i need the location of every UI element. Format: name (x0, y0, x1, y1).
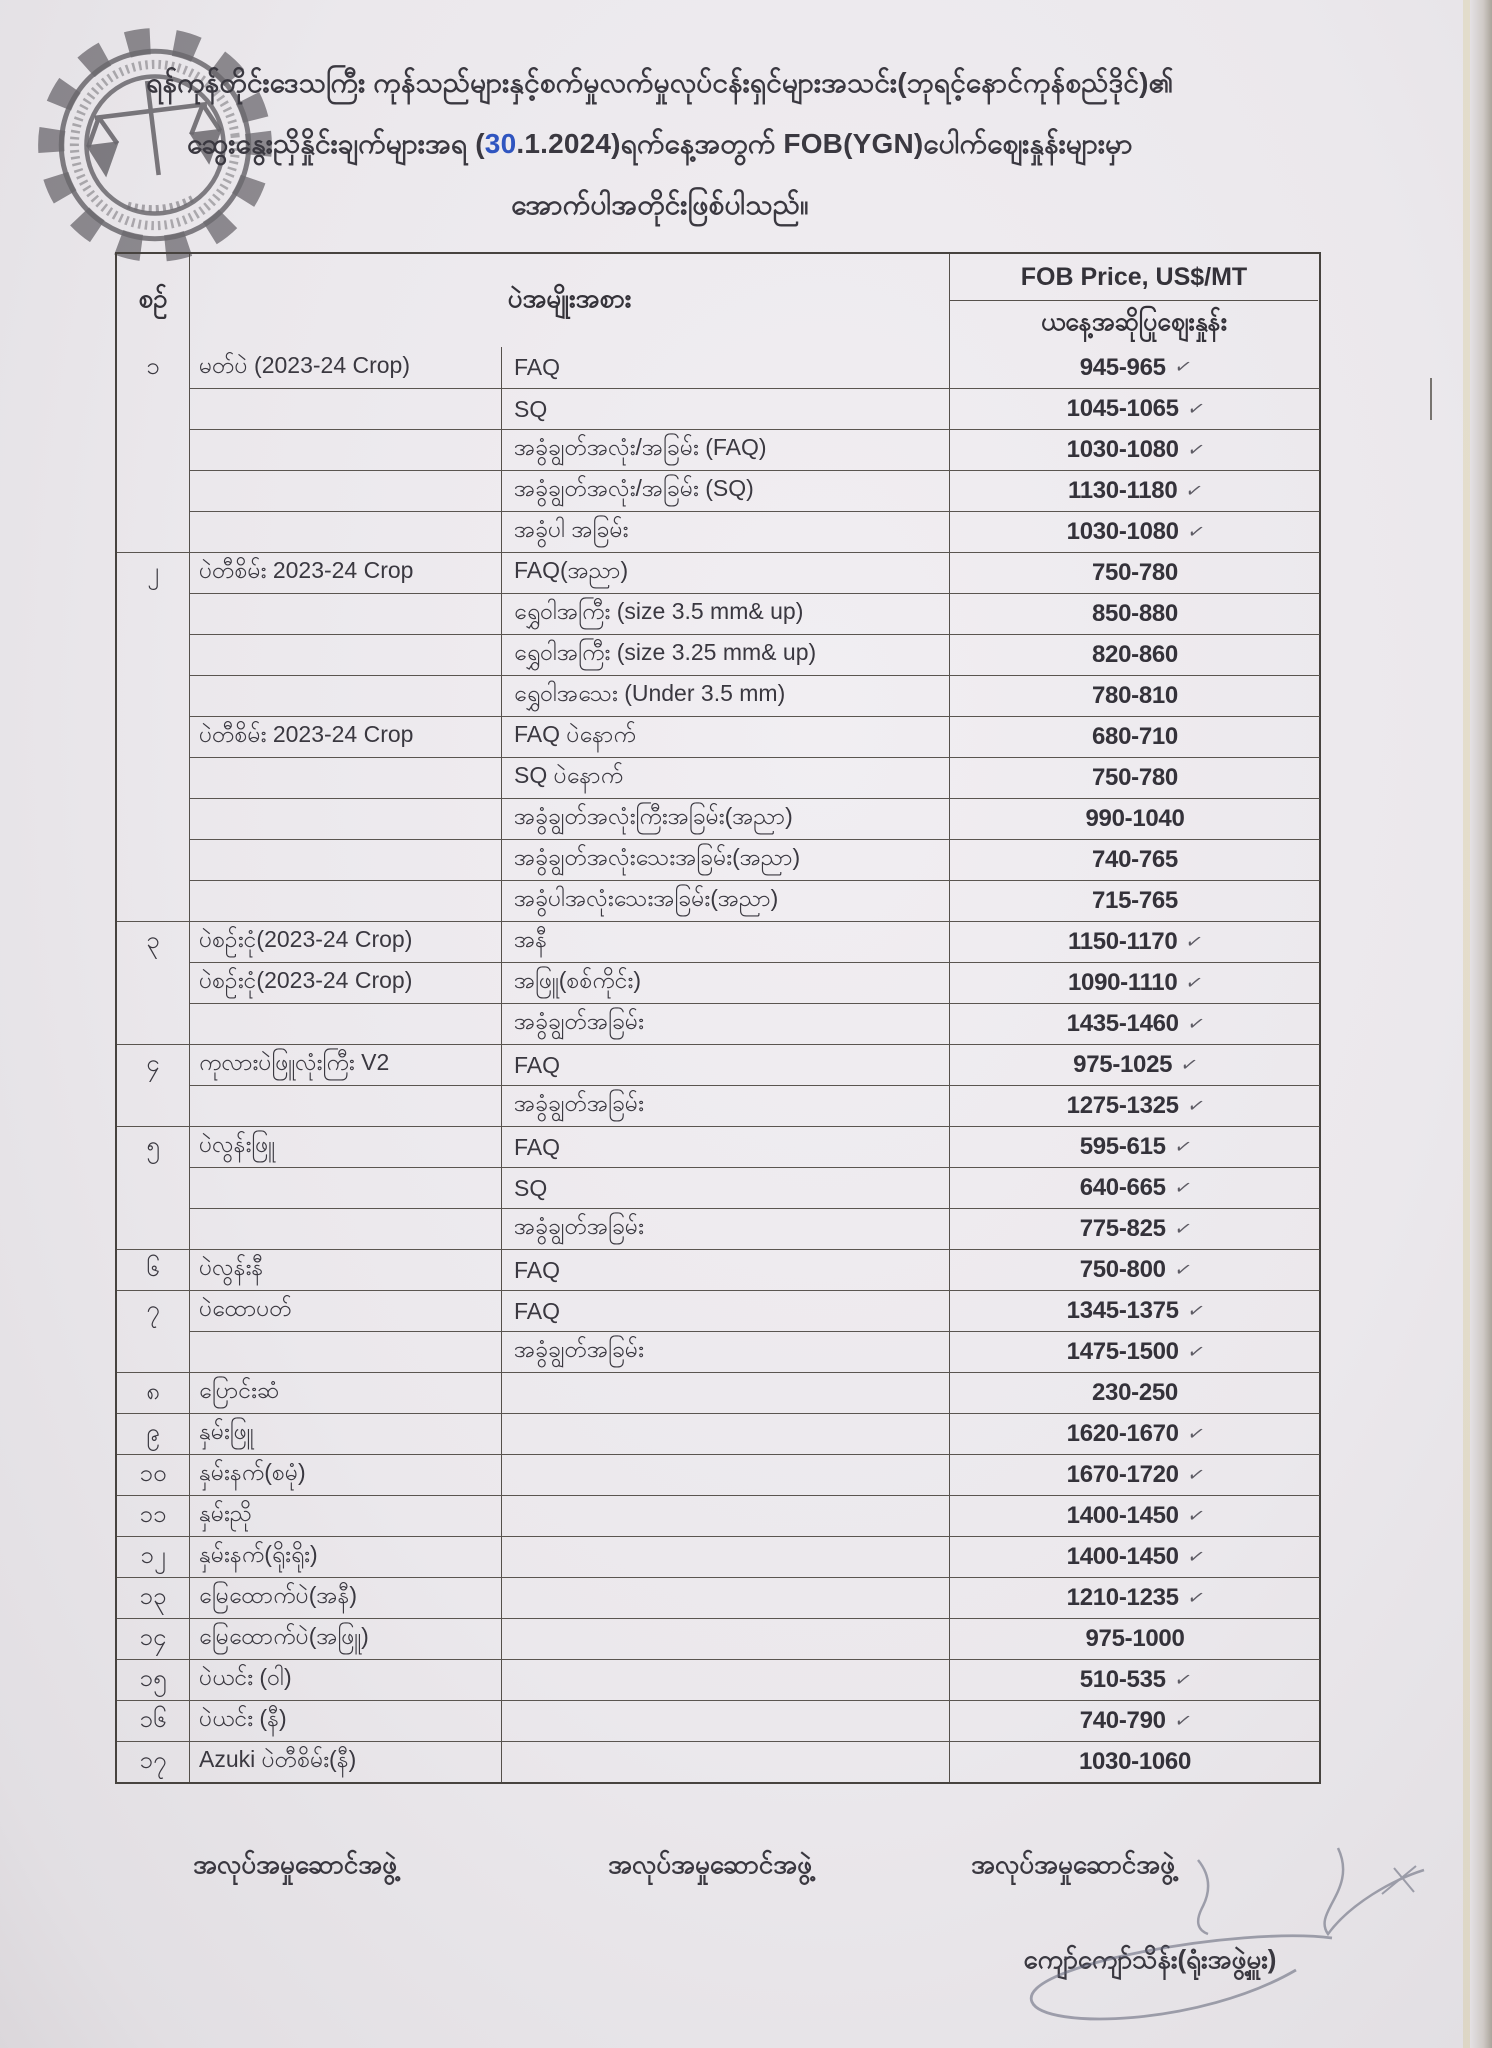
price-cell (950, 634, 1320, 675)
row-number-cell (117, 634, 190, 675)
grade-cell: SQ ပဲနောက် (502, 757, 950, 798)
price-cell (950, 962, 1320, 1003)
table-row (117, 1741, 1319, 1782)
grade-cell: အဖြူ(စစ်ကိုင်း) (502, 962, 950, 1003)
grade-cell: အခွံချွတ်အလုံး/အခြမ်း (FAQ) (502, 429, 950, 470)
price-range-value: 1090-1110 (1067, 969, 1178, 996)
check-mark-icon: ✓ (1171, 1668, 1194, 1692)
table-row (117, 1659, 1319, 1700)
check-mark-icon: ✓ (1171, 1176, 1194, 1200)
table-row (117, 839, 1319, 880)
price-cell (950, 1331, 1320, 1372)
table-row (117, 1249, 1319, 1290)
row-number-cell (117, 716, 190, 757)
row-number-cell (117, 839, 190, 880)
bean-name-cell (190, 429, 502, 470)
grade-cell: အခွံပါအလုံးသေးအခြမ်း(အညာ) (502, 880, 950, 921)
grade-cell: အခွံချွတ်အလုံးသေးအခြမ်း(အညာ) (502, 839, 950, 880)
col-header-today-price: ယနေ့အဆိုပြုဈေးနှုန်း (1040, 307, 1228, 336)
col-header-no: စဉ် (117, 254, 190, 347)
table-row (117, 1290, 1319, 1331)
row-number-cell: ၁၅ (117, 1659, 190, 1700)
price-cell (950, 593, 1320, 634)
grade-cell: အခွံချွတ်အခြမ်း (502, 1208, 950, 1249)
handwritten-date-day: 30 (484, 128, 517, 159)
price-cell (950, 1003, 1320, 1044)
row-number-cell (117, 1085, 190, 1126)
grade-cell: FAQ (502, 1126, 950, 1167)
price-cell (950, 798, 1320, 839)
price-range-value: 715-765 (1092, 887, 1178, 914)
grade-cell: FAQ (502, 1249, 950, 1290)
price-range-value: 1475-1500 (1066, 1338, 1179, 1365)
bean-name-cell: ပဲတီစိမ်း 2023-24 Crop (190, 716, 502, 757)
grade-cell (502, 1536, 950, 1577)
table-row (117, 880, 1319, 921)
scan-artifact-line (1430, 378, 1432, 420)
price-range-value: 510-535 (1079, 1666, 1166, 1693)
doc-title-line-1: ရန်ကုန်တိုင်းဒေသကြီး ကုန်သည်များနှင့်စက်မှုလက်မှုလုပ်ငန်းရှင်များအသင်း(ဘုရင့်နောင်ကုန်စည်ဒိုင်)၏ (146, 67, 1174, 98)
grade-cell: အခွံချွတ်အခြမ်း (502, 1003, 950, 1044)
price-range-value: 1345-1375 (1066, 1297, 1179, 1324)
bean-name-cell (190, 757, 502, 798)
price-cell (950, 1618, 1320, 1659)
bean-name-cell (190, 1331, 502, 1372)
row-number-cell: ၉ (117, 1413, 190, 1454)
bean-name-cell: ပဲယင်း (ဝါ) (190, 1659, 502, 1700)
price-range-value: 1030-1080 (1066, 518, 1179, 545)
row-number-cell (117, 962, 190, 1003)
row-number-cell: ၄ (117, 1044, 190, 1085)
signer-name-label: ကျော်ကျော်သိန်း(ရုံးအဖွဲ့မှူး) (1023, 1944, 1277, 1974)
row-number-cell (117, 1003, 190, 1044)
price-range-value: 1275-1325 (1066, 1092, 1179, 1119)
price-range-value: 975-1000 (1085, 1625, 1185, 1652)
price-range-value: 740-790 (1079, 1707, 1166, 1734)
grade-cell: SQ (502, 1167, 950, 1208)
check-mark-icon: ✓ (1184, 520, 1207, 544)
bean-name-cell: Azuki ပဲတီစိမ်း(နီ) (190, 1741, 502, 1782)
check-mark-icon: ✓ (1171, 1709, 1194, 1733)
price-range-value: 1620-1670 (1066, 1420, 1179, 1447)
bean-name-cell (190, 388, 502, 429)
grade-cell: အခွံချွတ်အခြမ်း (502, 1085, 950, 1126)
grade-cell (502, 1372, 950, 1413)
price-cell (950, 1290, 1320, 1331)
bean-name-cell: ပဲလွန်းဖြူ (190, 1126, 502, 1167)
grade-cell (502, 1577, 950, 1618)
price-cell (950, 716, 1320, 757)
row-number-cell (117, 757, 190, 798)
grade-cell (502, 1618, 950, 1659)
table-row (117, 757, 1319, 798)
bean-name-cell: ပဲစဉ်းငုံ(2023-24 Crop) (190, 962, 502, 1003)
table-row (117, 962, 1319, 1003)
bean-name-cell (190, 470, 502, 511)
bean-name-cell: ကုလားပဲဖြူလုံးကြီး V2 (190, 1044, 502, 1085)
fob-price-table (115, 252, 1321, 1784)
price-range-value: 990-1040 (1085, 805, 1185, 832)
scan-edge-shadow (1470, 0, 1492, 2048)
committee-signature-label: အလုပ်အမှုဆောင်အဖွဲ့ (971, 1849, 1175, 1879)
table-row (117, 1618, 1319, 1659)
price-cell (950, 347, 1320, 388)
bean-name-cell: နှမ်းနက်(စမုံ) (190, 1454, 502, 1495)
table-row (117, 1085, 1319, 1126)
price-table-body (117, 347, 1319, 1782)
grade-cell: အခွံချွတ်အလုံးကြီးအခြမ်း(အညာ) (502, 798, 950, 839)
table-row (117, 1413, 1319, 1454)
bean-name-cell (190, 839, 502, 880)
check-mark-icon: ✓ (1184, 1299, 1207, 1323)
price-cell (950, 1085, 1320, 1126)
price-cell (950, 552, 1320, 593)
bean-name-cell: နှမ်းဖြူ (190, 1413, 502, 1454)
table-row (117, 675, 1319, 716)
bean-name-cell (190, 1208, 502, 1249)
row-number-cell (117, 388, 190, 429)
price-cell (950, 429, 1320, 470)
table-row (117, 429, 1319, 470)
grade-cell: FAQ(အညာ) (502, 552, 950, 593)
grade-cell (502, 1741, 950, 1782)
price-range-value: 680-710 (1092, 723, 1178, 750)
row-number-cell (117, 1167, 190, 1208)
table-row (117, 798, 1319, 839)
price-cell (950, 1536, 1320, 1577)
bean-name-cell (190, 675, 502, 716)
check-mark-icon: ✓ (1171, 356, 1194, 379)
check-mark-icon: ✓ (1184, 1545, 1207, 1569)
grade-cell: ရွှေဝါအသေး (Under 3.5 mm) (502, 675, 950, 716)
table-row (117, 593, 1319, 634)
price-range-value: 740-765 (1092, 846, 1178, 873)
row-number-cell (117, 429, 190, 470)
table-row (117, 1454, 1319, 1495)
price-cell (950, 880, 1320, 921)
bean-name-cell (190, 880, 502, 921)
row-number-cell (117, 470, 190, 511)
grade-cell: အခွံချွတ်အခြမ်း (502, 1331, 950, 1372)
check-mark-icon: ✓ (1184, 1012, 1207, 1036)
table-row (117, 388, 1319, 429)
row-number-cell (117, 593, 190, 634)
bean-name-cell (190, 798, 502, 839)
price-cell (950, 511, 1320, 552)
bean-name-cell: နှမ်းညို (190, 1495, 502, 1536)
col-header-bean-type: ပဲအမျိုးအစား (190, 254, 950, 347)
table-header (117, 254, 1319, 347)
doc-title-line-2 (70, 113, 1250, 174)
grade-cell (502, 1454, 950, 1495)
scan-page-edge (1463, 0, 1470, 2048)
table-row (117, 470, 1319, 511)
grade-cell: အခွံချွတ်အလုံး/အခြမ်း (SQ) (502, 470, 950, 511)
row-number-cell: ၂ (117, 552, 190, 593)
price-cell (950, 1700, 1320, 1741)
grade-cell: FAQ ပဲနောက် (502, 716, 950, 757)
row-number-cell (117, 798, 190, 839)
price-cell (950, 1126, 1320, 1167)
bean-name-cell (190, 1167, 502, 1208)
table-row (117, 716, 1319, 757)
price-range-value: 750-800 (1079, 1256, 1166, 1283)
table-row (117, 634, 1319, 675)
bean-name-cell: ပဲလွန်းနီ (190, 1249, 502, 1290)
committee-signature-label: အလုပ်အမှုဆောင်အဖွဲ့ (608, 1849, 812, 1879)
price-range-value: 750-780 (1092, 764, 1178, 791)
check-mark-icon: ✓ (1171, 1258, 1194, 1282)
check-mark-icon: ✓ (1184, 1504, 1207, 1528)
grade-cell (502, 1659, 950, 1700)
bean-name-cell (190, 593, 502, 634)
price-range-value: 1400-1450 (1066, 1543, 1179, 1570)
check-mark-icon: ✓ (1183, 971, 1206, 995)
price-cell (950, 1577, 1320, 1618)
price-range-value: 820-860 (1092, 641, 1178, 668)
price-cell (950, 921, 1320, 962)
document-header (70, 52, 1250, 235)
bean-name-cell: ပဲယင်း (နီ) (190, 1700, 502, 1741)
bean-name-cell: မတ်ပဲ (2023-24 Crop) (190, 347, 502, 388)
table-row (117, 1372, 1319, 1413)
price-cell (950, 675, 1320, 716)
table-row (117, 1126, 1319, 1167)
grade-cell: FAQ (502, 347, 950, 388)
row-number-cell (117, 1208, 190, 1249)
price-cell (950, 1659, 1320, 1700)
check-mark-icon: ✓ (1184, 1340, 1207, 1364)
col-header-fob-price: FOB Price, US$/MT (950, 254, 1318, 301)
grade-cell: ရွှေဝါအကြီး (size 3.5 mm& up) (502, 593, 950, 634)
price-range-value: 1210-1235 (1066, 1584, 1179, 1611)
price-cell (950, 470, 1320, 511)
table-row (117, 1331, 1319, 1372)
grade-cell: အခွံပါ အခြမ်း (502, 511, 950, 552)
row-number-cell (117, 675, 190, 716)
row-number-cell: ၆ (117, 1249, 190, 1290)
bean-name-cell (190, 1085, 502, 1126)
price-cell (950, 1372, 1320, 1413)
price-range-value: 595-615 (1079, 1133, 1166, 1160)
bean-name-cell (190, 511, 502, 552)
grade-cell: FAQ (502, 1044, 950, 1085)
check-mark-icon: ✓ (1171, 1217, 1194, 1241)
check-mark-icon: ✓ (1184, 1094, 1207, 1118)
row-number-cell (117, 1331, 190, 1372)
bean-name-cell: နှမ်းနက်(ရိုးရိုး) (190, 1536, 502, 1577)
table-row (117, 1167, 1319, 1208)
price-range-value: 1150-1170 (1067, 928, 1178, 955)
price-range-value: 750-780 (1092, 559, 1178, 586)
bean-name-cell: မြေထောက်ပဲ(အနီ) (190, 1577, 502, 1618)
table-row (117, 1044, 1319, 1085)
grade-cell (502, 1700, 950, 1741)
price-cell (950, 1741, 1320, 1782)
price-cell (950, 1454, 1320, 1495)
price-range-value: 1045-1065 (1066, 395, 1179, 422)
doc-title-line-3: အောက်ပါအတိုင်းဖြစ်ပါသည်။ (511, 189, 809, 220)
row-number-cell: ၁၇ (117, 1741, 190, 1782)
check-mark-icon: ✓ (1184, 397, 1207, 421)
price-cell (950, 1167, 1320, 1208)
bean-name-cell (190, 1003, 502, 1044)
price-range-value: 1670-1720 (1066, 1461, 1179, 1488)
grade-cell: FAQ (502, 1290, 950, 1331)
table-row (117, 1003, 1319, 1044)
price-cell (950, 1044, 1320, 1085)
price-range-value: 945-965 (1079, 353, 1166, 381)
price-range-value: 780-810 (1092, 682, 1178, 709)
row-number-cell: ၇ (117, 1290, 190, 1331)
price-cell (950, 388, 1320, 429)
price-cell (950, 1413, 1320, 1454)
check-mark-icon: ✓ (1184, 1422, 1207, 1446)
table-row (117, 921, 1319, 962)
grade-cell: SQ (502, 388, 950, 429)
row-number-cell: ၁ (117, 347, 190, 388)
check-mark-icon: ✓ (1183, 930, 1206, 954)
grade-cell: ရွှေဝါအကြီး (size 3.25 mm& up) (502, 634, 950, 675)
row-number-cell: ၁၂ (117, 1536, 190, 1577)
price-cell (950, 1208, 1320, 1249)
doc-title-line2-suffix: .1.2024)ရက်နေ့အတွက် FOB(YGN)ပေါက်ဈေးနှုန်းများမှာ (516, 128, 1133, 159)
table-row (117, 552, 1319, 593)
price-cell (950, 839, 1320, 880)
bean-name-cell: ပဲစဉ်းငုံ(2023-24 Crop) (190, 921, 502, 962)
check-mark-icon: ✓ (1184, 1463, 1207, 1487)
bean-name-cell: ပြောင်းဆံ (190, 1372, 502, 1413)
price-cell (950, 1249, 1320, 1290)
committee-signature-label: အလုပ်အမှုဆောင်အဖွဲ့ (193, 1849, 397, 1879)
table-row (117, 1700, 1319, 1741)
table-row (117, 347, 1319, 388)
grade-cell: အနီ (502, 921, 950, 962)
price-range-value: 1400-1450 (1066, 1502, 1179, 1529)
row-number-cell: ၁၁ (117, 1495, 190, 1536)
row-number-cell: ၁၃ (117, 1577, 190, 1618)
row-number-cell: ၈ (117, 1372, 190, 1413)
check-mark-icon: ✓ (1171, 1135, 1194, 1159)
table-row (117, 1577, 1319, 1618)
row-number-cell: ၁၆ (117, 1700, 190, 1741)
table-row (117, 511, 1319, 552)
grade-cell (502, 1495, 950, 1536)
price-range-value: 775-825 (1079, 1215, 1166, 1242)
grade-cell (502, 1413, 950, 1454)
price-range-value: 975-1025 (1073, 1051, 1173, 1078)
bean-name-cell: ပဲတီစိမ်း 2023-24 Crop (190, 552, 502, 593)
row-number-cell (117, 880, 190, 921)
price-range-value: 1435-1460 (1066, 1010, 1179, 1037)
price-range-value: 1130-1180 (1067, 477, 1178, 504)
price-range-value: 230-250 (1092, 1379, 1178, 1406)
doc-title-line2-prefix: ဆွေးနွေးညှိနှိုင်းချက်များအရ ( (187, 128, 485, 159)
price-cell (950, 757, 1320, 798)
price-range-value: 1030-1060 (1078, 1748, 1192, 1775)
check-mark-icon: ✓ (1184, 438, 1207, 462)
row-number-cell: ၁၄ (117, 1618, 190, 1659)
check-mark-icon: ✓ (1178, 1053, 1200, 1077)
row-number-cell: ၁၀ (117, 1454, 190, 1495)
row-number-cell: ၃ (117, 921, 190, 962)
table-row (117, 1208, 1319, 1249)
price-range-value: 1030-1080 (1066, 436, 1179, 463)
bean-name-cell (190, 634, 502, 675)
row-number-cell (117, 511, 190, 552)
bean-name-cell: မြေထောက်ပဲ(အဖြူ) (190, 1618, 502, 1659)
bean-name-cell: ပဲထောပတ် (190, 1290, 502, 1331)
check-mark-icon: ✓ (1183, 479, 1206, 503)
row-number-cell: ၅ (117, 1126, 190, 1167)
price-range-value: 850-880 (1092, 600, 1178, 627)
table-row (117, 1536, 1319, 1577)
table-row (117, 1495, 1319, 1536)
col-header-price-group (950, 254, 1318, 347)
check-mark-icon: ✓ (1184, 1586, 1207, 1610)
price-cell (950, 1495, 1320, 1536)
price-range-value: 640-665 (1079, 1174, 1166, 1201)
